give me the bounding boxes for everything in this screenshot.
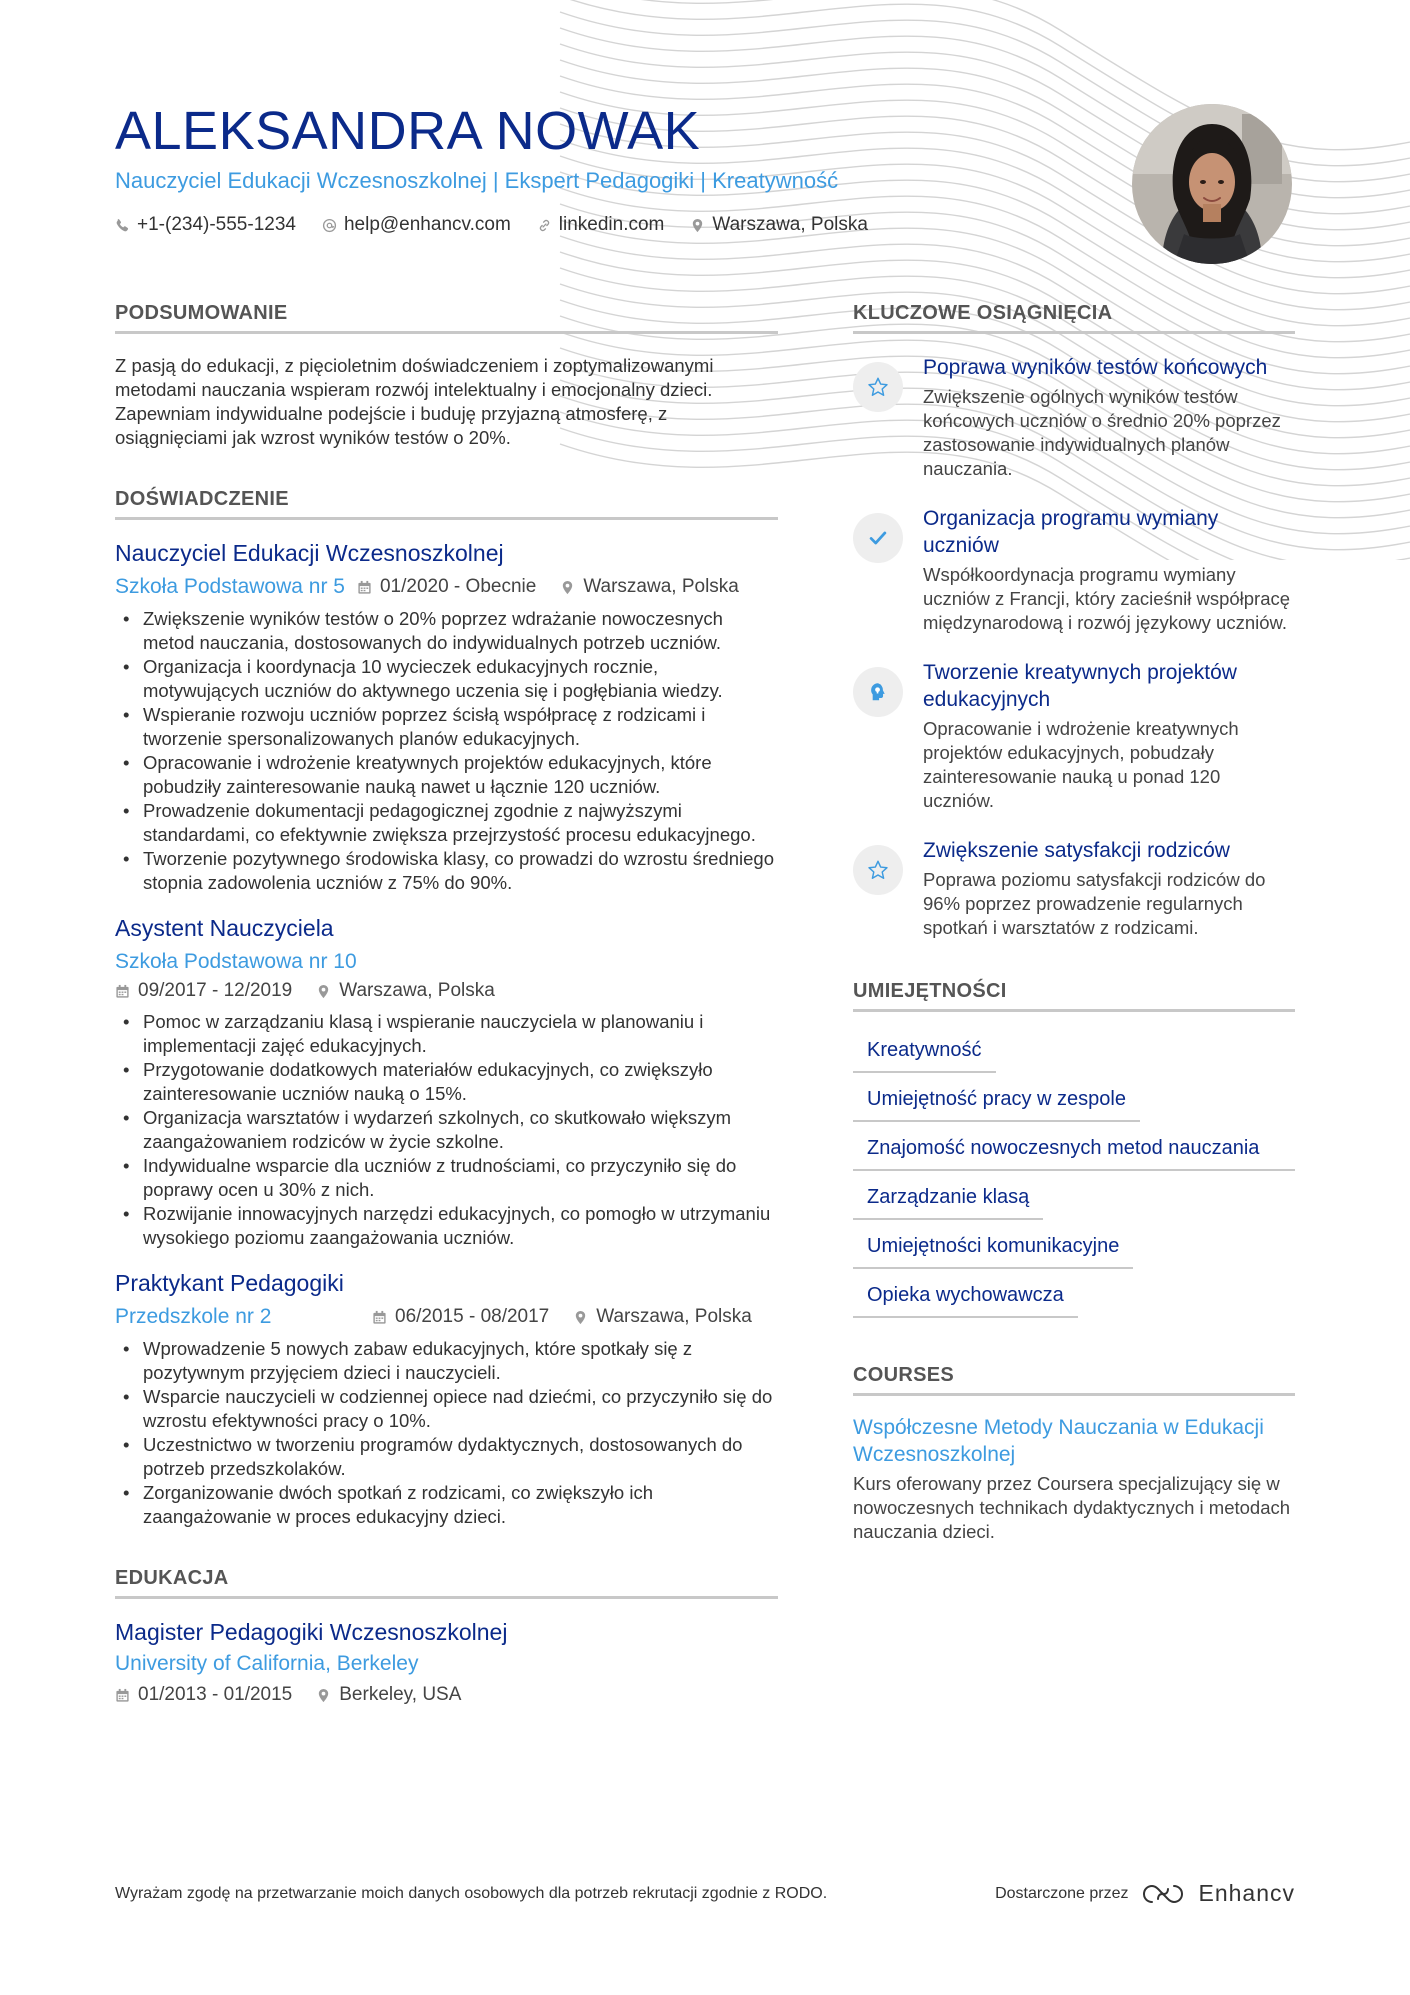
right-column — [853, 302, 1295, 1544]
star-icon — [853, 845, 903, 895]
gdpr-consent: Wyrażam zgodę na przetwarzanie moich danych osobowych dla potrzeb rekrutacji zgodnie z RODO. — [115, 1884, 828, 1902]
job-meta-row2 — [115, 980, 778, 1002]
experience-heading: DOŚWIADCZENIE — [115, 488, 778, 520]
enhancv-logo-icon — [1140, 1882, 1186, 1906]
skill-tag: Opieka wychowawcza — [853, 1275, 1078, 1318]
job-bullet: • Organizacja i koordynacja 10 wycieczek edukacyjnych rocznie, motywujących uczniów do aktywnego uczenia się i pogłębiania wiedzy. — [115, 655, 778, 703]
job-meta — [115, 575, 778, 599]
location-pin-icon — [316, 984, 331, 999]
achievement-body — [923, 837, 1295, 940]
job-bullet: • Tworzenie pozytywnego środowiska klasy, co prowadzi do wzrostu średniego stopnia zadowolenia uczniów z 75% do 90%. — [115, 847, 778, 895]
job-company: Przedszkole nr 2 — [115, 1305, 272, 1328]
job-location-text: Warszawa, Polska — [583, 576, 739, 597]
calendar-icon — [115, 1688, 130, 1703]
job-bullet: • Wspieranie rozwoju uczniów poprzez ścisłą współpracę z rodzicami i tworzenie spersonalizowanych planów edukacyjnych. — [115, 703, 778, 751]
job-bullet: • Rozwijanie innowacyjnych narzędzi edukacyjnych, co pomogło w utrzymaniu wysokiego poziomu zaangażowania uczniów. — [115, 1202, 778, 1250]
education-dates — [115, 1684, 292, 1706]
contact-location — [690, 214, 868, 236]
job-entry — [115, 540, 778, 895]
job-meta — [115, 1305, 778, 1329]
skills-heading: UMIEJĘTNOŚCI — [853, 980, 1295, 1012]
brand-credit[interactable] — [995, 1880, 1295, 1907]
star-icon — [853, 362, 903, 412]
education-entry — [115, 1619, 778, 1706]
skill-tag: Kreatywność — [853, 1030, 996, 1073]
achievement-title: Tworzenie kreatywnych projektów edukacyjnych — [923, 661, 1237, 711]
job-location — [560, 576, 739, 598]
job-bullet: • Wprowadzenie 5 nowych zabaw edukacyjnych, które spotkały się z pozytywnym przyjęciem dzieci i nauczycieli. — [115, 1337, 778, 1385]
job-dates — [372, 1306, 549, 1328]
phone-text: +1-(234)-555-1234 — [137, 214, 296, 235]
education-location-text: Berkeley, USA — [339, 1684, 462, 1705]
achievement-body — [923, 354, 1295, 481]
location-text: Warszawa, Polska — [712, 214, 868, 235]
achievement-body — [923, 659, 1295, 813]
course-title: Współczesne Metody Nauczania w Edukacji Wczesnoszkolnej — [853, 1416, 1264, 1466]
achievement-item — [853, 354, 1295, 481]
job-bullet: • Zorganizowanie dwóch spotkań z rodzicami, co zwiększyło ich zaangażowanie w proces edukacyjny dzieci. — [115, 1481, 778, 1529]
candidate-headline: Nauczyciel Edukacji Wczesnoszkolnej | Ekspert Pedagogiki | Kreatywność — [115, 168, 839, 193]
calendar-icon — [115, 984, 130, 999]
skill-tag: Znajomość nowoczesnych metod nauczania — [853, 1128, 1295, 1171]
job-location-text: Warszawa, Polska — [596, 1306, 752, 1327]
candidate-name: ALEKSANDRA NOWAK — [115, 101, 701, 161]
job-bullet: • Organizacja warsztatów i wydarzeń szkolnych, co skutkowało większym zaangażowaniem rodziców w życie szkolne. — [115, 1106, 778, 1154]
achievement-title: Poprawa wyników testów końcowych — [923, 356, 1268, 379]
experience-section — [115, 488, 778, 1529]
location-pin-icon — [690, 218, 705, 233]
skills-section — [853, 980, 1295, 1324]
achievements-section — [853, 302, 1295, 940]
check-icon — [853, 513, 903, 563]
job-bullet: • Opracowanie i wdrożenie kreatywnych projektów edukacyjnych, które pobudziły zainteresowanie nauką nawet u łącznie 120 uczniów. — [115, 751, 778, 799]
achievement-item — [853, 505, 1295, 635]
achievement-item — [853, 837, 1295, 940]
job-title: Nauczyciel Edukacji Wczesnoszkolnej — [115, 540, 504, 566]
achievement-desc: Zwiększenie ogólnych wyników testów końcowych uczniów o średnio 20% poprzez zastosowanie indywidualnych planów nauczania. — [923, 386, 1281, 479]
summary-section — [115, 302, 778, 450]
profile-photo — [1132, 104, 1292, 264]
left-column — [115, 302, 778, 1706]
course-entry — [853, 1414, 1295, 1544]
education-degree: Magister Pedagogiki Wczesnoszkolnej — [115, 1619, 508, 1645]
education-school: University of California, Berkeley — [115, 1652, 419, 1675]
job-dates-text: 01/2020 - Obecnie — [379, 576, 537, 597]
achievement-desc: Opracowanie i wdrożenie kreatywnych projektów edukacyjnych, pobudzały zainteresowanie nauką u ponad 120 uczniów. — [923, 718, 1239, 811]
course-desc: Kurs oferowany przez Coursera specjalizujący się w nowoczesnych technikach dydaktycznych i metodach nauczania dzieci. — [853, 1473, 1291, 1542]
link-icon — [537, 218, 552, 233]
job-location-text: Warszawa, Polska — [339, 980, 495, 1001]
education-location — [316, 1684, 461, 1706]
achievement-body — [923, 505, 1295, 635]
avatar-illustration — [1132, 104, 1292, 264]
job-company: Szkoła Podstawowa nr 5 — [115, 575, 345, 598]
job-company: Szkoła Podstawowa nr 10 — [115, 950, 357, 973]
calendar-icon — [372, 1310, 387, 1325]
job-location — [316, 980, 495, 1002]
courses-heading: COURSES — [853, 1364, 1295, 1396]
job-bullet: • Przygotowanie dodatkowych materiałów edukacyjnych, co zwiększyło zainteresowanie uczniów nauką o 15%. — [115, 1058, 778, 1106]
location-pin-icon — [573, 1310, 588, 1325]
achievements-heading: KLUCZOWE OSIĄGNIĘCIA — [853, 302, 1295, 334]
job-location — [573, 1306, 752, 1328]
job-bullet: • Wsparcie nauczycieli w codziennej opiece nad dziećmi, co przyczyniło się do wzrostu efektywności pracy o 10%. — [115, 1385, 778, 1433]
job-dates-text: 06/2015 - 08/2017 — [395, 1306, 550, 1327]
contact-linkedin[interactable] — [537, 214, 665, 236]
phone-icon — [115, 218, 130, 233]
job-bullets — [115, 1010, 778, 1250]
job-bullet: • Indywidualne wsparcie dla uczniów z trudnościami, co przyczyniło się do poprawy ocen u 30% z nich. — [115, 1154, 778, 1202]
achievement-desc: Poprawa poziomu satysfakcji rodziców do 96% poprzez prowadzenie regularnych spotkań i warsztatów z rodzicami. — [923, 869, 1266, 938]
courses-section — [853, 1364, 1295, 1544]
calendar-icon — [357, 580, 372, 595]
education-section — [115, 1567, 778, 1706]
skills-list — [853, 1030, 1295, 1324]
education-dates-text: 01/2013 - 01/2015 — [138, 1684, 293, 1705]
location-pin-icon — [316, 1688, 331, 1703]
contact-email[interactable] — [322, 214, 511, 236]
job-bullet: • Zwiększenie wyników testów o 20% poprzez wdrażanie nowoczesnych metod nauczania, dostosowanych do indywidualnych potrzeb uczniów. — [115, 607, 778, 655]
at-icon — [322, 218, 337, 233]
skill-tag: Umiejętność pracy w zespole — [853, 1079, 1140, 1122]
resume-footer — [115, 1880, 1295, 1907]
skill-tag: Zarządzanie klasą — [853, 1177, 1043, 1220]
brand-name: Enhancv — [1198, 1880, 1295, 1906]
summary-heading: PODSUMOWANIE — [115, 302, 778, 334]
job-dates — [115, 980, 292, 1002]
job-bullet: • Pomoc w zarządzaniu klasą i wspieranie nauczyciela w planowaniu i implementacji zajęć edukacyjnych. — [115, 1010, 778, 1058]
job-title: Praktykant Pedagogiki — [115, 1270, 344, 1296]
job-bullet: • Prowadzenie dokumentacji pedagogicznej zgodnie z najwyższymi standardami, co efektywnie zwiększa przejrzystość procesu edukacyjnego. — [115, 799, 778, 847]
skill-tag: Umiejętności komunikacyjne — [853, 1226, 1133, 1269]
head-idea-icon — [853, 667, 903, 717]
education-heading: EDUKACJA — [115, 1567, 778, 1599]
resume-header — [115, 100, 1095, 236]
job-bullet: • Uczestnictwo w tworzeniu programów dydaktycznych, dostosowanych do potrzeb przedszkolaków. — [115, 1433, 778, 1481]
education-meta — [115, 1684, 778, 1706]
contact-phone[interactable] — [115, 214, 296, 236]
job-dates — [357, 576, 536, 598]
achievement-title: Zwiększenie satysfakcji rodziców — [923, 839, 1230, 862]
job-bullets — [115, 1337, 778, 1529]
achievement-item — [853, 659, 1295, 813]
linkedin-text: linkedin.com — [558, 214, 665, 235]
achievement-desc: Współkoordynacja programu wymiany uczniów z Francji, który zacieśnił współpracę międzynarodową i rozwój językowy uczniów. — [923, 564, 1291, 633]
job-dates-text: 09/2017 - 12/2019 — [138, 980, 293, 1001]
powered-by-label: Dostarczone przez — [995, 1884, 1129, 1902]
location-pin-icon — [560, 580, 575, 595]
summary-text: Z pasją do edukacji, z pięcioletnim doświadczeniem i zoptymalizowanymi metodami nauczania wspieram rozwój intelektualny i emocjonalny dzieci. Zapewniam indywidualne podejście i buduję przyjazną atmosferę, z osiągnięciami jak wzrost wyników testów o 20%. — [115, 355, 714, 448]
job-bullets — [115, 607, 778, 895]
job-title: Asystent Nauczyciela — [115, 915, 334, 941]
achievement-title: Organizacja programu wymiany uczniów — [923, 507, 1219, 557]
email-text: help@enhancv.com — [343, 214, 511, 235]
job-entry — [115, 915, 778, 1250]
job-entry — [115, 1270, 778, 1529]
job-meta — [115, 950, 778, 974]
contact-bar — [115, 214, 1095, 236]
